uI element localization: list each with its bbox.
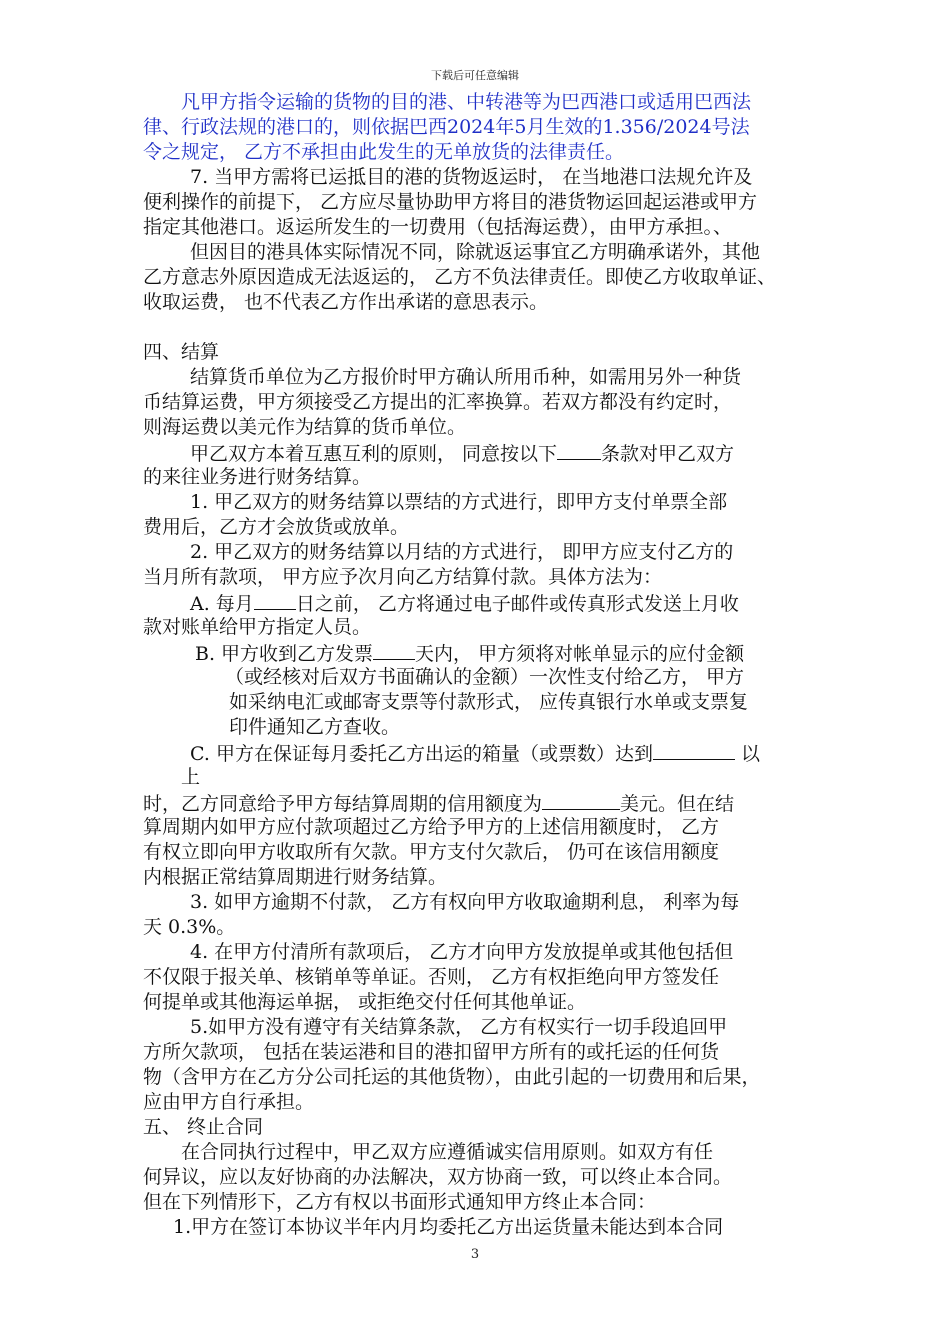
- text-line: 在合同执行过程中，甲乙双方应遵循诚实信用原则。如双方有任: [181, 1141, 714, 1163]
- fill-blank: [254, 590, 296, 610]
- text-line: 则海运费以美元作为结算的货币单位。: [143, 416, 467, 438]
- text-line: 便利操作的前提下， 乙方应尽量协助甲方将目的港货物运回起运港或甲方: [143, 191, 758, 213]
- text-line: 币结算运费，甲方须接受乙方提出的汇率换算。若双方都没有约定时，: [143, 391, 733, 413]
- text-line: 5.如甲方没有遵守有关结算条款， 乙方有权实行一切手段追回甲: [190, 1016, 728, 1038]
- text-line: 1.甲方在签订本协议半年内月均委托乙方出运货量未能达到本合同: [173, 1216, 724, 1238]
- page-number: 3: [470, 1247, 480, 1262]
- brazil-clause-paragraph: [143, 90, 843, 165]
- text-line: [143, 590, 843, 615]
- text-segment: B. 甲方收到乙方发票: [195, 643, 374, 665]
- text-segment: 时，乙方同意给予甲方每结算周期的信用额度为: [143, 793, 543, 815]
- text-line: 的来往业务进行财务结算。: [143, 466, 372, 488]
- clause-7-paragraph: [143, 165, 843, 315]
- text-segment: 条款对甲乙双方: [601, 443, 735, 465]
- fill-blank: [373, 640, 415, 660]
- text-line: 物（含甲方在乙方分公司托运的其他货物），由此引起的一切费用和后果，: [143, 1066, 761, 1088]
- text-segment: 以: [740, 743, 760, 765]
- text-line: 费用后，乙方才会放货或放单。: [143, 516, 410, 538]
- text-line: 款对账单给甲方指定人员。: [143, 616, 372, 638]
- text-line: 7. 当甲方需将已运抵目的港的货物返运时， 在当地港口法规允许及: [190, 166, 753, 188]
- text-line: 结算货币单位为乙方报价时甲方确认所用币种，如需用另外一种货: [190, 366, 742, 388]
- text-line: 收取运费， 也不代表乙方作出承诺的意思表示。: [143, 291, 549, 313]
- text-line: 方所欠款项， 包括在装运港和目的港扣留甲方所有的或托运的任何货: [143, 1041, 720, 1063]
- document-body: [143, 90, 843, 1240]
- fill-blank: [653, 740, 735, 760]
- fill-blank: [557, 440, 601, 460]
- text-line: [143, 440, 843, 465]
- text-line: 1. 甲乙双方的财务结算以票结的方式进行，即甲方支付单票全部: [190, 491, 728, 513]
- text-line: 算周期内如甲方应付款项超过乙方给予甲方的上述信用额度时， 乙方: [143, 816, 720, 838]
- text-line: 4. 在甲方付清所有款项后， 乙方才向甲方发放提单或其他包括但: [190, 941, 734, 963]
- text-line: 如采纳电汇或邮寄支票等付款形式， 应传真银行水单或支票复: [229, 691, 749, 713]
- text-line: [143, 640, 843, 665]
- section-5-termination: [143, 1115, 843, 1240]
- text-line: 令之规定， 乙方不承担由此发生的无单放货的法律责任。: [143, 141, 625, 163]
- section-title: 四、结算: [143, 341, 220, 363]
- text-segment: 美元。但在结: [620, 793, 735, 815]
- text-line: 何提单或其他海运单据， 或拒绝交付任何其他单证。: [143, 991, 587, 1013]
- text-line: 印件通知乙方查收。: [229, 716, 401, 738]
- fill-blank: [542, 790, 620, 810]
- text-segment: 天内， 甲方须将对帐单显示的应付金额: [415, 643, 745, 665]
- text-line: （或经核对后双方书面确认的金额）一次性支付给乙方， 甲方: [225, 666, 745, 688]
- text-segment: 甲乙双方本着互惠互利的原则， 同意按以下: [190, 443, 558, 465]
- text-line: 乙方意志外原因造成无法返运的， 乙方不负法律责任。即使乙方收取单证、: [143, 266, 777, 288]
- page-header: 下载后可任意编辑: [431, 69, 519, 82]
- text-line: 天 0.3%。: [143, 916, 236, 938]
- section-4-settlement: [143, 340, 843, 1115]
- text-line: [143, 790, 843, 815]
- text-line: 内根据正常结算周期进行财务结算。: [143, 866, 448, 888]
- text-line: 3. 如甲方逾期不付款， 乙方有权向甲方收取逾期利息， 利率为每: [190, 891, 740, 913]
- text-line: 有权立即向甲方收取所有欠款。甲方支付欠款后， 仍可在该信用额度: [143, 841, 720, 863]
- text-line: 应由甲方自行承担。: [143, 1091, 315, 1113]
- text-segment: C. 甲方在保证每月委托乙方出运的箱量（或票数）达到: [190, 743, 653, 765]
- text-line: 上: [181, 766, 201, 788]
- text-line: 但在下列情形下，乙方有权以书面形式通知甲方终止本合同：: [143, 1191, 657, 1213]
- text-line: 2. 甲乙双方的财务结算以月结的方式进行， 即甲方应支付乙方的: [190, 541, 734, 563]
- text-line: 指定其他港口。返运所发生的一切费用（包括海运费），由甲方承担。、: [143, 216, 733, 238]
- text-line: 何异议，应以友好协商的办法解决，双方协商一致，可以终止本合同。: [143, 1166, 733, 1188]
- text-line: 但因目的港具体实际情况不同，除就返运事宜乙方明确承诺外，其他: [190, 241, 761, 263]
- text-line: [143, 740, 843, 765]
- text-line: 凡甲方指令运输的货物的目的港、中转港等为巴西港口或适用巴西法: [181, 91, 752, 113]
- text-segment: A. 每月: [190, 593, 254, 615]
- text-segment: 日之前， 乙方将通过电子邮件或传真形式发送上月收: [295, 593, 739, 615]
- text-line: 不仅限于报关单、核销单等单证。否则， 乙方有权拒绝向甲方签发任: [143, 966, 720, 988]
- section-title: 五、 终止合同: [143, 1116, 264, 1138]
- text-line: 当月所有款项， 甲方应予次月向乙方结算付款。具体方法为：: [143, 566, 663, 588]
- text-line: 律、行政法规的港口的，则依据巴西2024年5月生效的1.356/2024号法: [143, 116, 750, 138]
